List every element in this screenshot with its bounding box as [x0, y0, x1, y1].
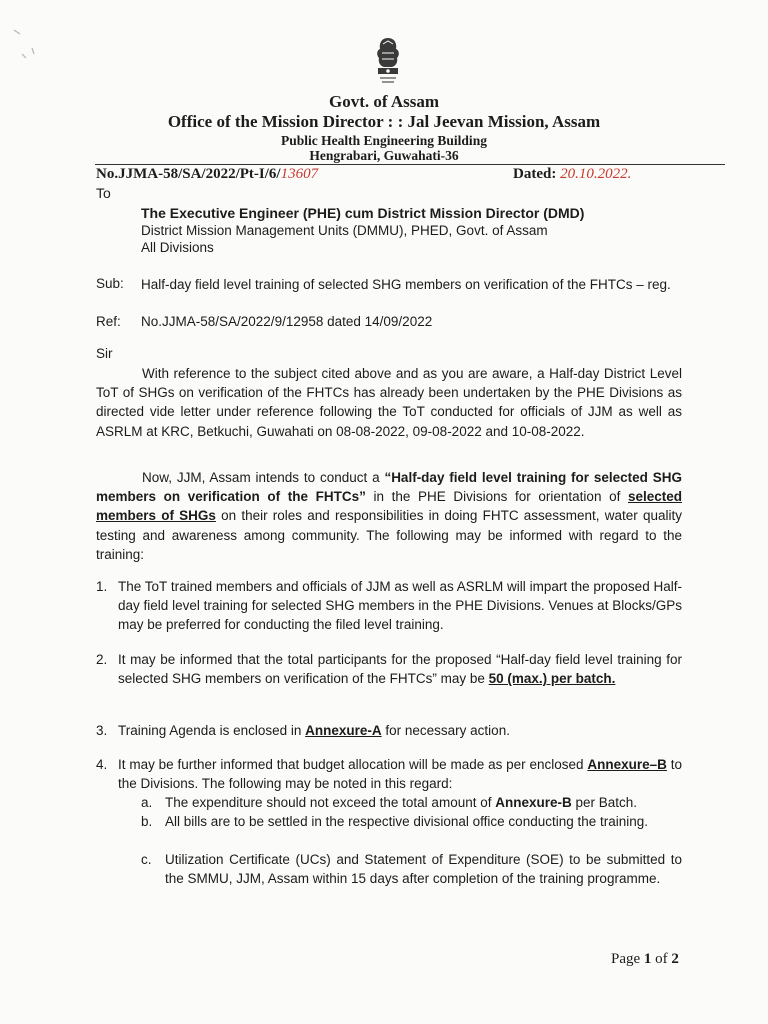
date-handwritten: 20.10.2022. — [560, 166, 632, 182]
sub-list-item-text-part: per Batch. — [571, 795, 638, 810]
subject-text: Half-day field level training of selected SHG members on verification of the FHTCs – reg. — [141, 277, 671, 292]
date-label: Dated: — [513, 166, 557, 182]
sub-list-item-text: All bills are to be settled in the respective divisional office conducting the training. — [165, 814, 649, 829]
selected-members-text: selected members of SHGs — [96, 489, 682, 524]
sub-list-item-text: Utilization Certificate (UCs) and Statement of Expenditure (SOE) to be submitted to the SMMU, JJM, Assam within 15 days after completion of the training programme. — [165, 852, 682, 886]
list-item-text-part: for necessary action. — [381, 723, 510, 738]
addressee-divisions: All Divisions — [141, 240, 214, 255]
reference-text: No.JJMA-58/SA/2022/9/12958 dated 14/09/2022 — [141, 314, 433, 329]
list-item-number: 4. — [96, 757, 108, 772]
paragraph-1: With reference to the subject cited above and as you are aware, a Half-day District Level ToT of SHGs on verification of the FHTCs has already been undertaken by the PHE Divisions as directed vide letter under reference following the ToT conducted for officials of JJM as well as ASRLM at KRC, Betkuchi, Guwahati on 08-08-2022, 09-08-2022 and 10-08-2022. — [96, 366, 682, 439]
list-item-text — [118, 650, 682, 688]
sub-list-item-letter: a. — [141, 795, 153, 810]
list-item-text-part: to the Divisions. The following may be noted in this regard: — [118, 757, 682, 792]
page-number-of: of — [651, 951, 672, 967]
scan-mark-icon — [8, 24, 48, 64]
list-item-text-part: It may be informed that the total participants for the proposed “Half-day field level training for selected SHG members on verification of the FHTCs” may be — [118, 652, 682, 687]
page-number-current: 1 — [643, 951, 652, 967]
batch-limit-text: 50 (max.) per batch. — [488, 671, 616, 687]
sub-list-item-letter: c. — [141, 852, 152, 867]
sub-list-item-text — [165, 793, 682, 812]
list-item — [96, 755, 682, 793]
sub-list-item — [141, 793, 682, 812]
header-building: Public Health Engineering Building — [281, 133, 487, 148]
paragraph-2-text: in the PHE Divisions for orientation of — [365, 489, 628, 505]
page-number-total: 2 — [671, 951, 679, 967]
sub-list-item-text-part: The expenditure should not exceed the total amount of — [165, 795, 496, 810]
header-govt: Govt. of Assam — [328, 92, 440, 111]
to-label: To — [96, 185, 111, 201]
sub-list-item — [141, 812, 682, 831]
list-item-text: The ToT trained members and officials of JJM as well as ASRLM will impart the proposed Half-day field level training for selected SHG members in the PHE Divisions. Venues at Blocks/GPs may be preferred for conducting the filed level training. — [118, 579, 682, 633]
header-address: Hengrabari, Guwahati-36 — [309, 148, 459, 163]
list-item-text-part: It may be further informed that budget allocation will be made as per enclosed — [118, 757, 588, 772]
list-item-number: 2. — [96, 652, 108, 667]
paragraph-2 — [96, 468, 682, 564]
paragraph-2-text: on their roles and responsibilities in doing FHTC assessment, water quality testing and awareness among community. The following may be informed with regard to the training: — [96, 508, 682, 562]
page-number-prefix: Page — [611, 951, 644, 967]
header-office: Office of the Mission Director : : Jal Jeevan Mission, Assam — [167, 112, 601, 131]
training-title: “Half-day field level training for selected SHG members on verification of the FHTCs” — [96, 470, 683, 505]
subject-label: Sub: — [96, 276, 124, 291]
list-item — [96, 577, 682, 635]
national-emblem-icon — [366, 34, 410, 90]
letter-date — [513, 166, 631, 183]
annexure-a-ref: Annexure-A — [305, 723, 382, 738]
letter-number-printed: No.JJMA-58/SA/2022/Pt-I/6/ — [96, 166, 281, 182]
list-item — [96, 721, 682, 740]
addressee-unit: District Mission Management Units (DMMU), PHED, Govt. of Assam — [141, 223, 548, 238]
list-item-number: 3. — [96, 723, 108, 738]
list-item-text — [118, 755, 682, 793]
salutation: Sir — [96, 346, 113, 361]
sub-list-item — [141, 850, 682, 888]
annexure-b-ref: Annexure-B — [495, 795, 572, 810]
reference-label: Ref: — [96, 314, 121, 329]
letter-number-handwritten: 13607 — [280, 166, 319, 182]
addressee-title: The Executive Engineer (PHE) cum District Mission Director (DMD) — [141, 205, 585, 221]
letter-number — [96, 166, 318, 183]
header-rule — [95, 164, 725, 165]
list-item-number: 1. — [96, 579, 108, 594]
list-item-text — [118, 721, 682, 740]
sub-list-item-letter: b. — [141, 814, 153, 829]
page-number — [611, 951, 679, 968]
paragraph-2-text: Now, JJM, Assam intends to conduct a — [142, 470, 385, 485]
list-item — [96, 650, 682, 688]
list-item-text-part: Training Agenda is enclosed in — [118, 723, 306, 738]
annexure-b-ref: Annexure–B — [587, 757, 667, 772]
